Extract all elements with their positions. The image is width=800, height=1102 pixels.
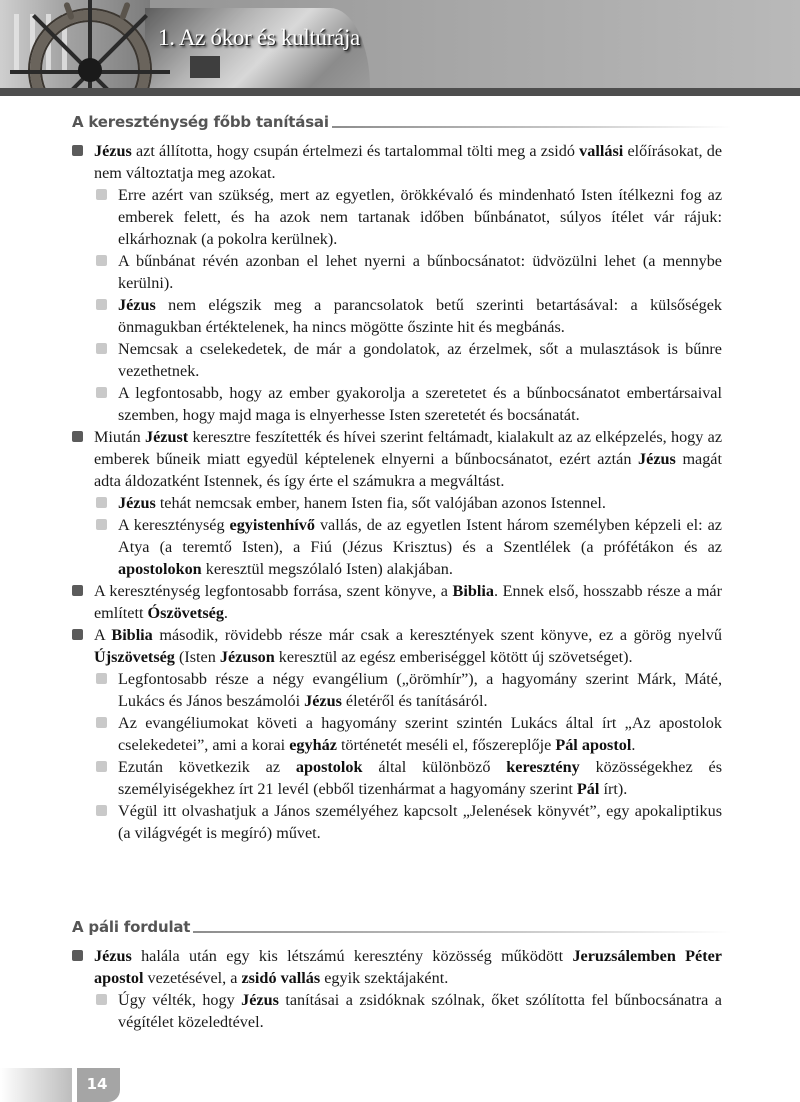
bullet-item [72, 624, 722, 668]
text-run: vezetésével, a [143, 969, 242, 987]
text-run: életéről és tanításáról. [341, 692, 488, 710]
text-run: A legfontosabb, hogy az ember gyakorolja a szeretetet és a bűnbocsánatot embertársaival szemben, hogy majd maga is elnyerhesse Isten szeretetét és bocsánatát. [118, 384, 722, 424]
bold-term: apostolokon [118, 560, 202, 578]
section-teachings-list [72, 140, 722, 844]
text-run: vallás, de az egyetlen Istent három személyben képzeli el: az Atya (a teremtő Isten), a Fiú (Jézus Krisztus) és a Szentlélek (a prófétákon és az [118, 516, 722, 556]
bold-term: Biblia [452, 582, 494, 600]
light-square-bullet-icon [96, 255, 107, 266]
bold-term: Újszövetség [94, 648, 175, 666]
chapter-title: 1. Az ókor és kultúrája [158, 25, 360, 50]
bullet-item [72, 945, 722, 989]
sub-bullet-item [72, 989, 722, 1033]
section-heading-label: A páli fordulat [72, 918, 191, 936]
light-square-bullet-icon [96, 387, 107, 398]
text-run: magát adta áldozatként Istennek, és így érte el számukra a megváltást. [94, 450, 722, 490]
bold-term: Jézus [638, 450, 676, 468]
bold-term: Pál apostol [555, 736, 632, 754]
bold-term: egyház [289, 736, 337, 754]
bullet-item [72, 426, 722, 492]
bold-term: Jézust [145, 428, 189, 446]
bold-term: Pál [576, 780, 600, 798]
sub-bullet-item [72, 492, 722, 514]
text-run: (Isten [174, 648, 220, 666]
text-run: . Ennek első, hosszabb része a már említett [94, 582, 723, 622]
banner-strip [0, 88, 800, 96]
sub-bullet-item [72, 250, 722, 294]
light-square-bullet-icon [96, 761, 107, 772]
square-bullet-icon [72, 585, 83, 596]
text-run: A kereszténység legfontosabb forrása, szent könyve, a [94, 582, 453, 600]
text-run: nem elégszik meg a parancsolatok betű szerinti betartásával: a külsőségek önmagukban értéktelenek, ha nincs mögötte őszinte hit és megbánás. [118, 296, 722, 336]
text-run: . [631, 736, 636, 754]
text-run: halála után egy kis létszámú keresztény közösség működött [131, 947, 573, 965]
sub-bullet-item [72, 712, 722, 756]
square-bullet-icon [72, 950, 83, 961]
light-square-bullet-icon [96, 805, 107, 816]
bold-term: keresztény [506, 758, 580, 776]
light-square-bullet-icon [96, 994, 107, 1005]
light-square-bullet-icon [96, 497, 107, 508]
bold-term: zsidó vallás [241, 969, 321, 987]
bold-term: Ószövetség [147, 604, 224, 622]
bold-term: Jézus [304, 692, 342, 710]
text-run: második, rövidebb része már csak a keresztények szent könyve, ez a görög nyelvű [152, 626, 722, 644]
square-bullet-icon [72, 629, 83, 640]
text-run: tehát nemcsak ember, hanem Isten fia, sőt valójában azonos Istennel. [155, 494, 606, 512]
text-run: egyik szektájaként. [320, 969, 449, 987]
bold-term: egyistenhívő [229, 516, 315, 534]
text-run: A bűnbánat révén azonban el lehet nyerni a bűnbocsánatot: üdvözülni lehet (a mennybe kerülni). [118, 252, 722, 292]
text-run: tanításai a zsidóknak szólnak, őket szólította fel bűnbocsánatra a végítélet közeledtével. [118, 991, 722, 1031]
light-square-bullet-icon [96, 717, 107, 728]
sub-bullet-item [72, 184, 722, 250]
light-square-bullet-icon [96, 673, 107, 684]
bold-term: Jeruzsálemben Péter apostol [94, 947, 722, 987]
sub-bullet-item [72, 294, 722, 338]
bullet-item [72, 140, 722, 184]
bold-term: Jézus [118, 494, 156, 512]
bold-term: apostolok [295, 758, 363, 776]
text-run: Ezután következik az [118, 758, 296, 776]
text-run: által különböző [362, 758, 507, 776]
text-run: írt). [599, 780, 628, 798]
text-run: A [94, 626, 112, 644]
sub-bullet-item [72, 338, 722, 382]
section-pauline-list [72, 945, 722, 1033]
bold-term: Jézus [94, 142, 132, 160]
section-heading-label: A kereszténység főbb tanításai [72, 113, 329, 131]
chapter-banner [0, 0, 800, 96]
sub-bullet-item [72, 382, 722, 426]
bold-term: vallási [579, 142, 624, 160]
text-run: A kereszténység [118, 516, 230, 534]
text-run: keresztül az egész emberiséggel kötött új szövetséget). [274, 648, 633, 666]
text-run: Erre azért van szükség, mert az egyetlen, örökkévaló és mindenható Isten ítélkezni fog az emberek felett, és ha azok nem tartanak időben bűnbánatot, súlyos ítélet vár rájuk: elkárhoznak (a pokolra kerülnek). [118, 186, 722, 248]
text-run: történetét meséli el, főszereplője [336, 736, 556, 754]
text-run: Miután [94, 428, 146, 446]
text-run: keresztül megszólaló Isten) alakjában. [201, 560, 453, 578]
light-square-bullet-icon [96, 519, 107, 530]
text-run: előírásokat, de nem változtatja meg azokat. [94, 142, 723, 182]
section-heading-pauline-turn [72, 918, 732, 936]
text-run: . [223, 604, 228, 622]
sub-bullet-item [72, 756, 722, 800]
bold-term: Jézus [118, 296, 156, 314]
heading-rule [193, 931, 732, 933]
text-run: keresztre feszítették és hívei szerint feltámadt, kialakult az az elképzelés, hogy az emberek bűneik miatt egyedül képtelenek elnyerni a bűnbocsánatot, ezért aztán [94, 428, 723, 468]
light-square-bullet-icon [96, 343, 107, 354]
text-run: közösségekhez és személyiségekhez írt 21 levél (ebből tizenhármat a hagyomány szerint [118, 758, 722, 798]
sub-bullet-item [72, 514, 722, 580]
heading-rule [332, 126, 732, 128]
light-square-bullet-icon [96, 189, 107, 200]
bullet-item [72, 580, 722, 624]
text-run: azt állította, hogy csupán értelmezi és tartalommal tölti meg a zsidó [131, 142, 580, 160]
bold-term: Biblia [111, 626, 153, 644]
light-square-bullet-icon [96, 299, 107, 310]
square-bullet-icon [72, 145, 83, 156]
footer-gradient-bar [0, 1068, 72, 1102]
text-run: Végül itt olvashatjuk a János személyéhez kapcsolt „Jelenések könyvét”, egy apokaliptikus (a világvégét is megíró) művet. [118, 802, 722, 842]
text-run: Nemcsak a cselekedetek, de már a gondolatok, az érzelmek, sőt a mulasztások is bűnre vezethetnek. [118, 340, 722, 380]
bold-term: Jézuson [219, 648, 275, 666]
text-run: Az evangéliumokat követi a hagyomány szerint szintén Lukács által írt „Az apostolok cselekedetei”, ami a korai [118, 714, 722, 754]
page-number-tab [77, 1068, 120, 1102]
section-heading-teachings [72, 113, 732, 131]
sub-bullet-item [72, 800, 722, 844]
square-bullet-icon [72, 431, 83, 442]
text-run: Úgy vélték, hogy [118, 991, 242, 1009]
page-number: 14 [86, 1075, 108, 1093]
text-run: Legfontosabb része a négy evangélium („örömhír”), a hagyomány szerint Márk, Máté, Lukács és János beszámolói [118, 670, 722, 710]
sub-bullet-item [72, 668, 722, 712]
bold-term: Jézus [241, 991, 279, 1009]
bold-term: Jézus [94, 947, 132, 965]
